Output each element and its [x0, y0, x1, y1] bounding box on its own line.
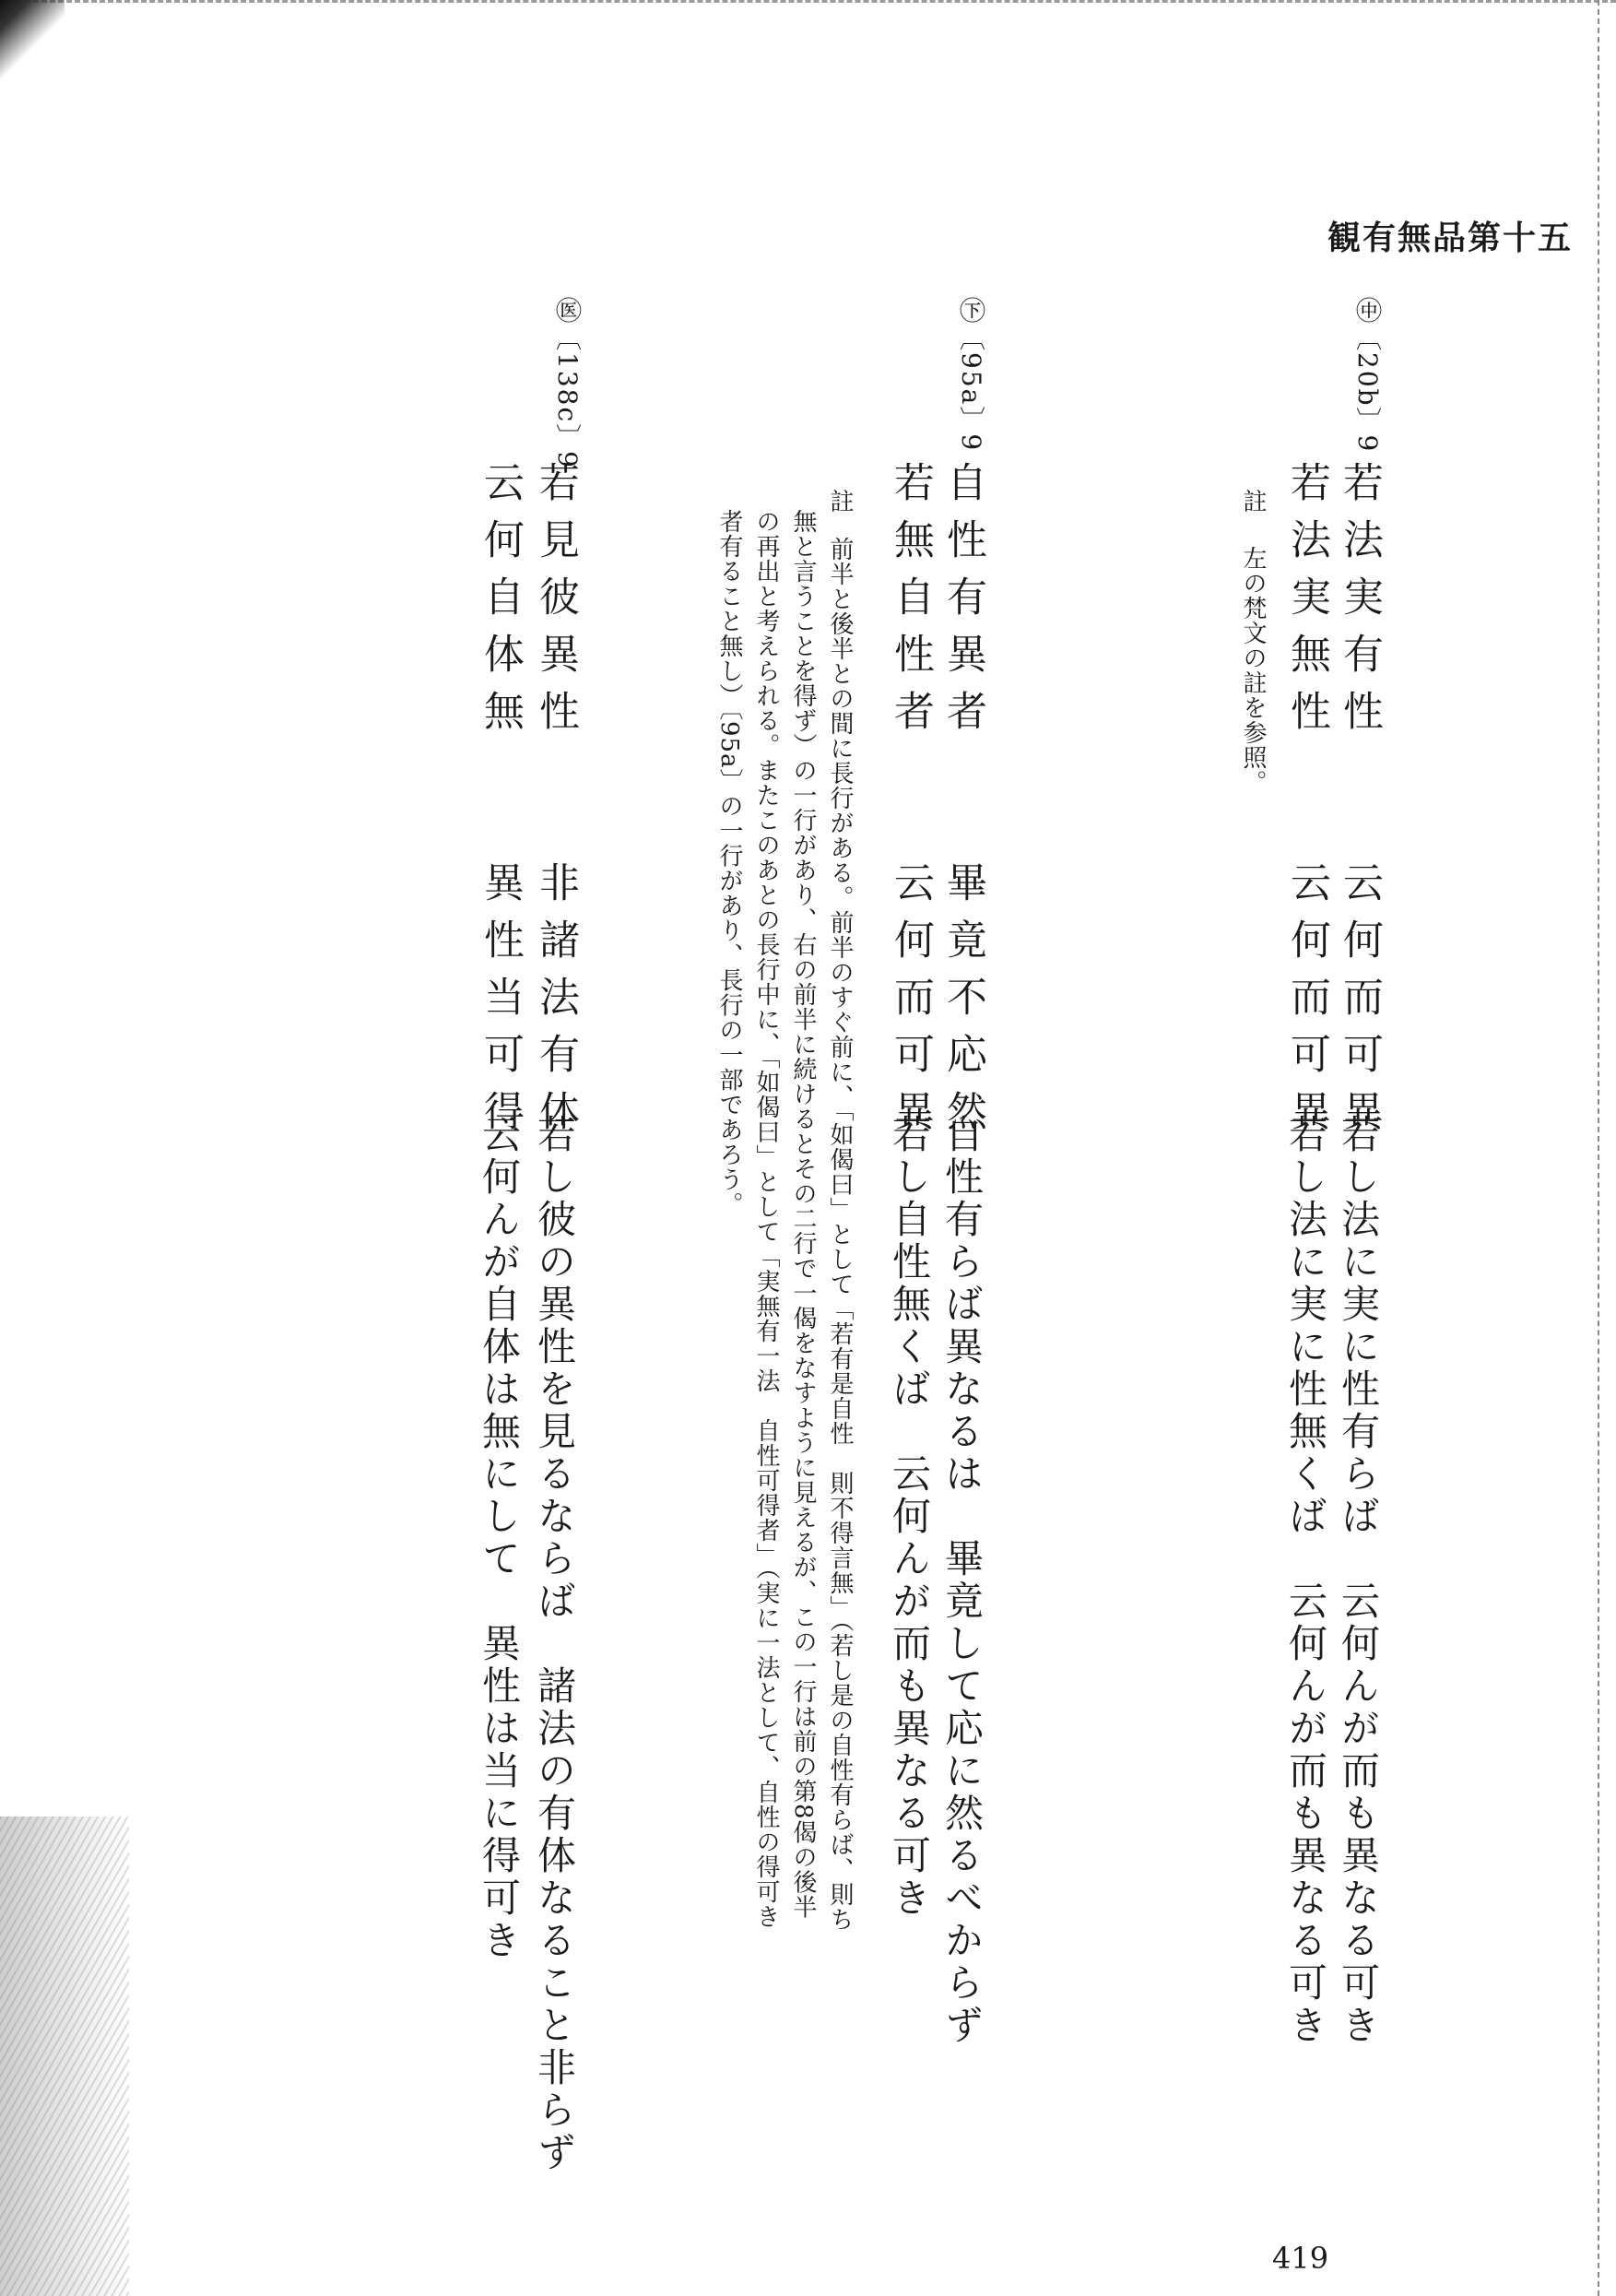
- translation-line: 若し法に実に性有らば 云何んが而も異なる可き: [1336, 1114, 1381, 2047]
- page-number: 419: [1272, 2241, 1329, 2276]
- verse-line: 若無自性者 云何而可異: [887, 461, 934, 1147]
- verse-line: 若法実有性 云何而可異: [1336, 461, 1383, 1147]
- translation-line: 云何んが自体は無にして 異性は当に得可き: [477, 1114, 522, 1962]
- verse-line: 若見彼異性 非諸法有体: [532, 461, 579, 1147]
- page-edge-top: [0, 0, 1616, 12]
- translation-line: 若し彼の異性を見るならば 諸法の有体なること非らず: [532, 1114, 577, 2174]
- page-edge-right: [1598, 0, 1599, 2296]
- note-line: 無と言うことを得ず）の一行があり、右の前半に続けるとその二行で一偈をなすように見えるが、この一行は前の第8偈の後半: [789, 509, 817, 1920]
- verse-line: 云何自体無 異性当可得: [477, 461, 524, 1147]
- note-line: の再出と考えられる。またこのあとの長行中に、「如偈曰」として「実無有一法 自性可得者」（実に一法として、自性の得可き: [752, 509, 780, 1929]
- translation-line: 自性有らば異なるは 畢竟して応に然るべからず: [939, 1114, 985, 2047]
- corner-mark: [0, 0, 65, 83]
- note-line: 左の梵文の註を参照。: [1239, 546, 1267, 795]
- section-marker: ㊩〔138c〕9: [552, 297, 583, 469]
- verse-line: 自性有異者 畢竟不応然: [939, 461, 986, 1147]
- translation-line: 若し法に実に性無くば 云何んが而も異なる可き: [1283, 1114, 1328, 2047]
- note-line: 者有ること無し）〔95a〕の一行があり、長行の一部であろう。: [715, 509, 743, 1217]
- page-title: 観有無品第十五: [1327, 219, 1574, 257]
- note-label: 註: [1239, 489, 1267, 514]
- verse-line: 若法実無性 云何而可異: [1283, 461, 1330, 1147]
- section-marker: ㊥〔20b〕9: [1352, 297, 1383, 454]
- note-label: 註: [826, 489, 854, 514]
- section-marker: ㊦〔95a〕9: [956, 297, 986, 453]
- scan-noise: [0, 1817, 129, 2296]
- note-line: 前半と後半との間に長行がある。前半のすぐ前に、「如偈曰」として「若有是自性 則不得言無」（若し是の自性有らば、則ち: [826, 537, 854, 1932]
- translation-line: 若し自性無くば 云何んが而も異なる可き: [887, 1114, 932, 1920]
